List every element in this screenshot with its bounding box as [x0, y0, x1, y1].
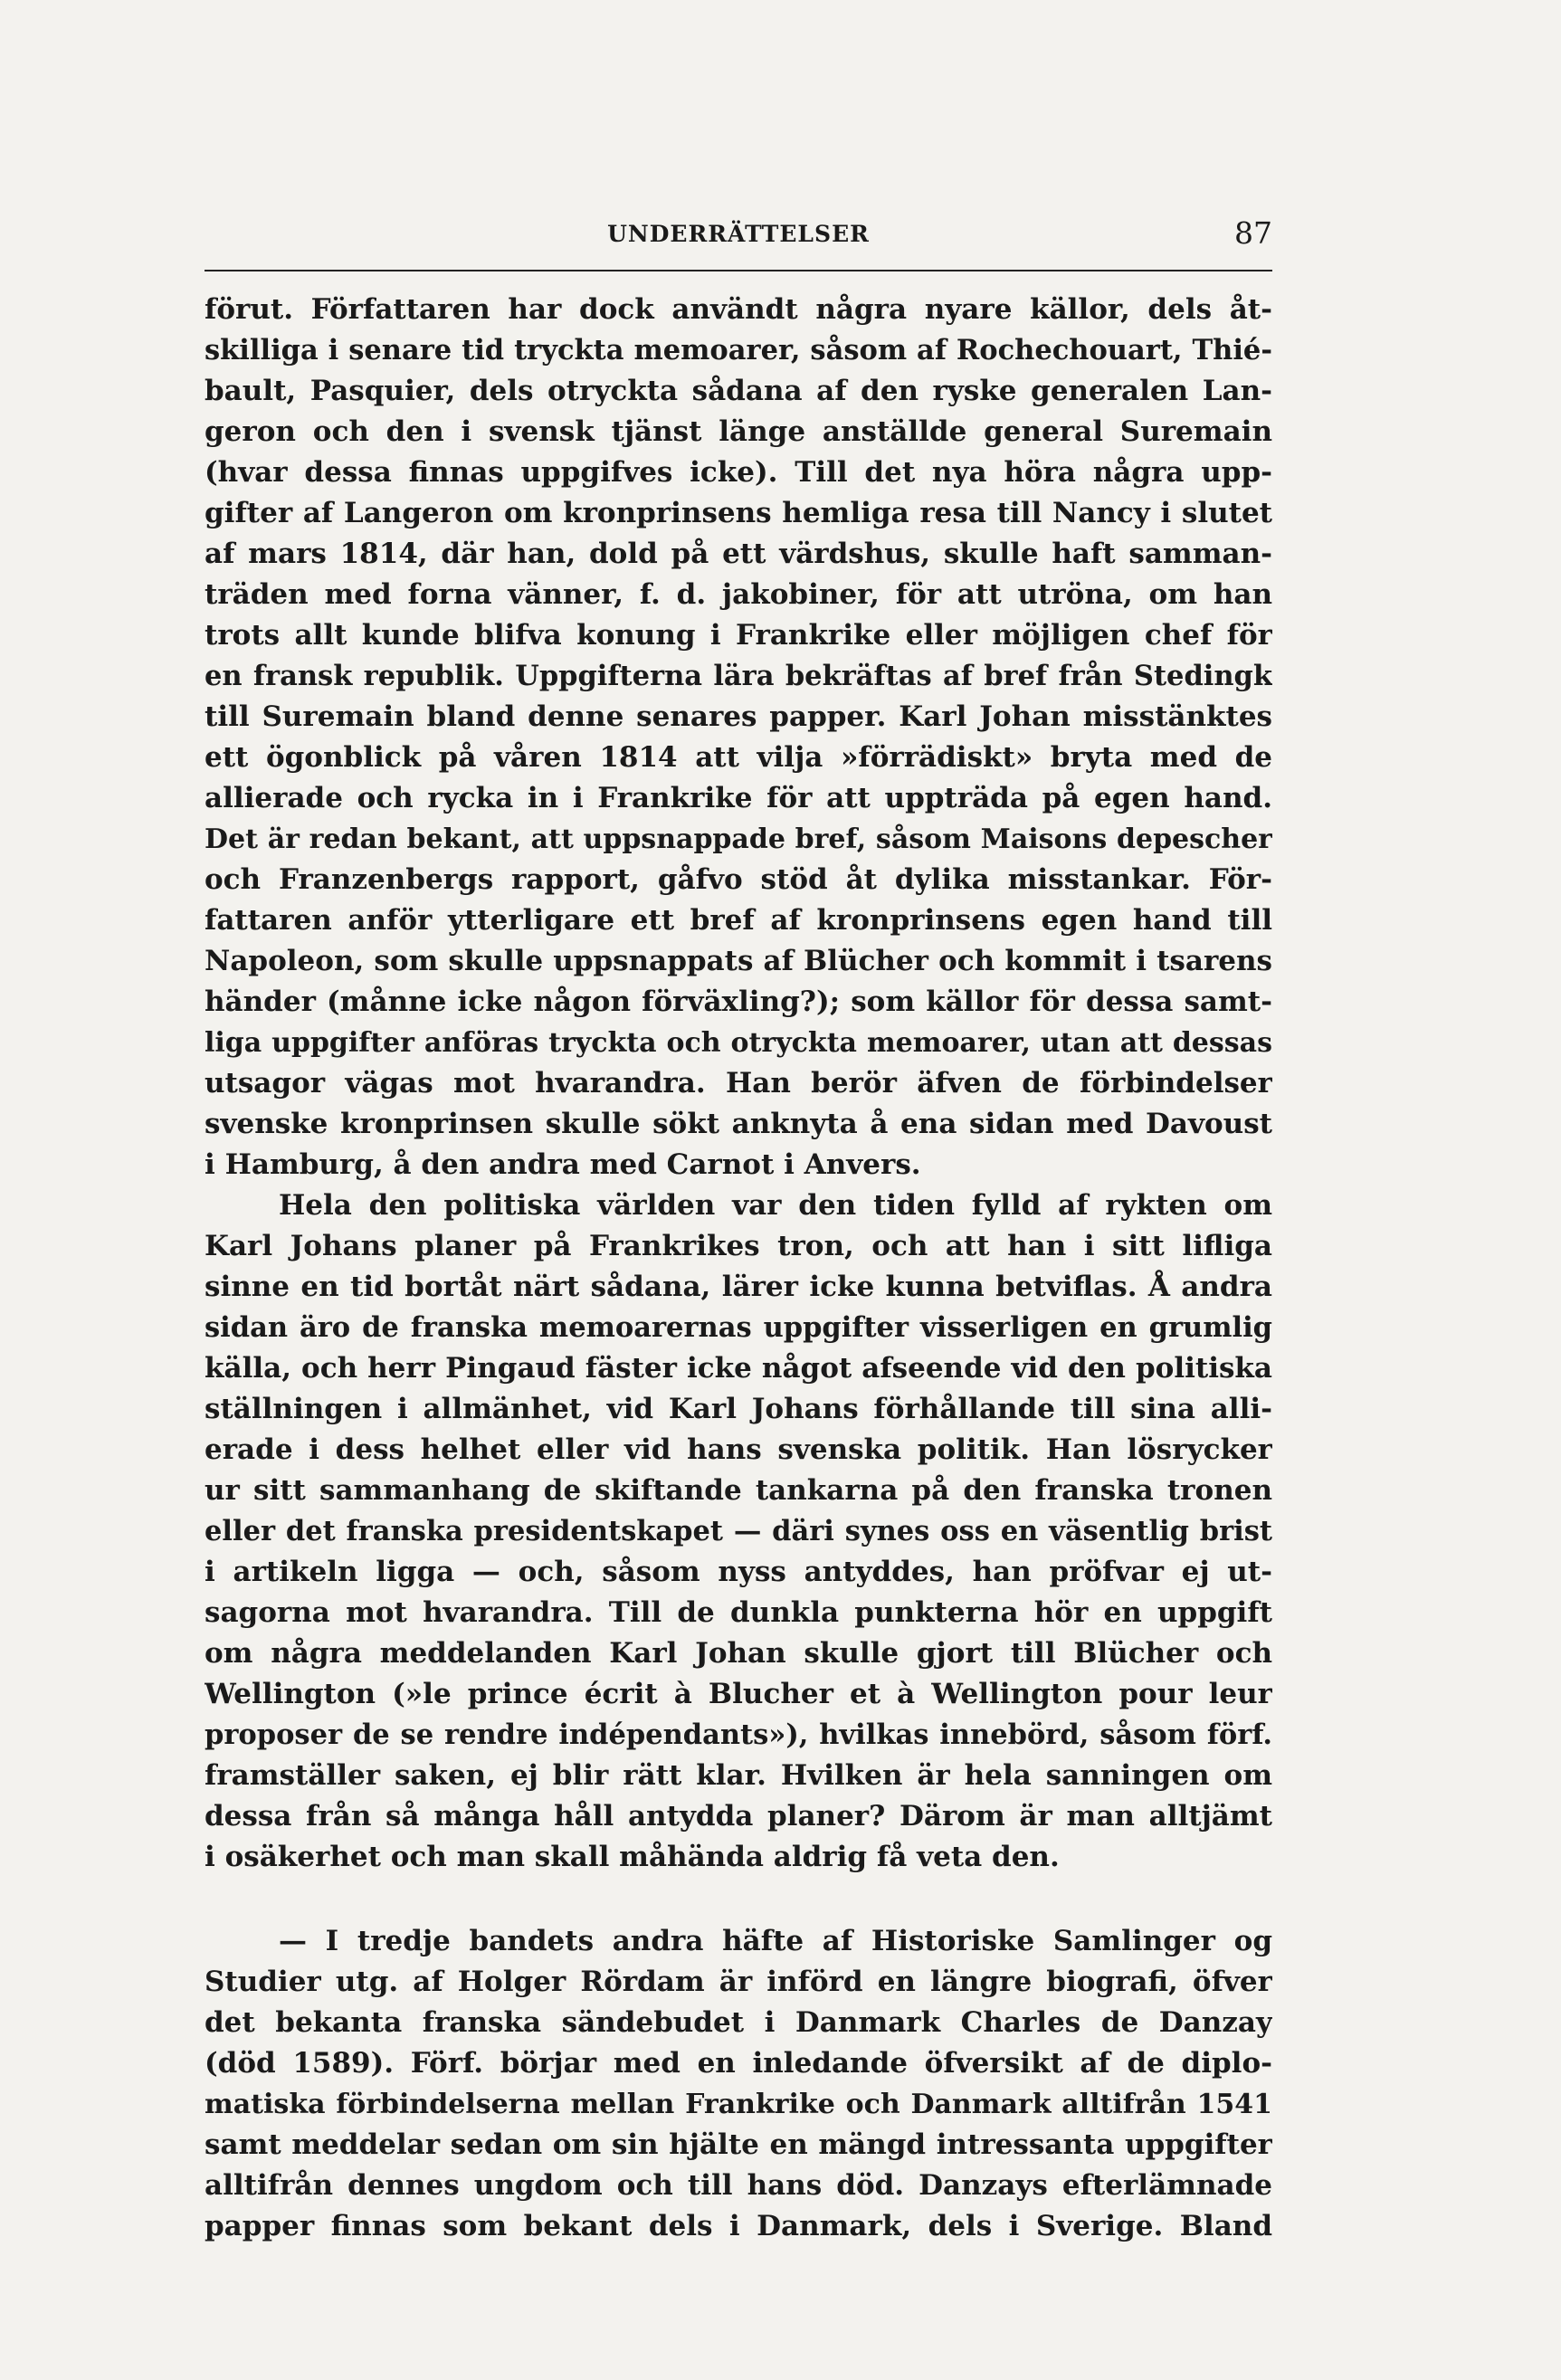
text-line: — I tredje bandets andra häfte af Historiske Samlinger og	[279, 1925, 1272, 1957]
text-line: förut. Författaren har dock användt några nyare källor, dels åt-	[205, 293, 1272, 326]
text-line: svenske kronprinsen skulle sökt anknyta å ena sidan med Davoust	[205, 1108, 1272, 1140]
text-line: erade i dess helhet eller vid hans svenska politik. Han lösrycker	[205, 1433, 1272, 1466]
text-line: samt meddelar sedan om sin hjälte en mängd intressanta uppgifter	[205, 2128, 1272, 2161]
section-gap	[205, 1878, 1272, 1921]
text-line: Studier utg. af Holger Rördam är införd en längre biografi, öfver	[205, 1966, 1272, 1998]
text-line: Det är redan bekant, att uppsnappade bref, såsom Maisons depescher	[205, 823, 1272, 855]
paragraph-2	[205, 1185, 1272, 1878]
text-line: om några meddelanden Karl Johan skulle gjort till Blücher och	[205, 1637, 1272, 1670]
text-line: Hela den politiska världen var den tiden fylld af rykten om	[279, 1189, 1272, 1222]
text-line: sagorna mot hvarandra. Till de dunkla punkterna hör en uppgift	[205, 1596, 1272, 1629]
text-line: (hvar dessa finnas uppgifves icke). Till det nya höra några upp-	[205, 456, 1272, 489]
text-line: det bekanta franska sändebudet i Danmark Charles de Danzay	[205, 2006, 1272, 2039]
text-line: ett ögonblick på våren 1814 att vilja »förrädiskt» bryta med de	[205, 741, 1272, 774]
page-number: 87	[1234, 215, 1272, 251]
text-line: bault, Pasquier, dels otryckta sådana af den ryske generalen Lan-	[205, 375, 1272, 407]
text-line: Karl Johans planer på Frankrikes tron, och att han i sitt lifliga	[205, 1230, 1272, 1262]
text-line: proposer de se rendre indépendants»), hvilkas innebörd, såsom förf.	[205, 1718, 1272, 1751]
text-line: i artikeln ligga — och, såsom nyss antyddes, han pröfvar ej ut-	[205, 1556, 1272, 1588]
text-line: till Suremain bland denne senares papper. Karl Johan misstänktes	[205, 700, 1272, 733]
text-line: af mars 1814, där han, dold på ett värdshus, skulle haft samman-	[205, 538, 1272, 570]
text-line: händer (månne icke någon förväxling?); som källor för dessa samt-	[205, 985, 1272, 1018]
text-line: Wellington (»le prince écrit à Blucher et à Wellington pour leur	[205, 1678, 1272, 1710]
text-line: ur sitt sammanhang de skiftande tankarna på den franska tronen	[205, 1474, 1272, 1507]
text-line: gifter af Langeron om kronprinsens hemliga resa till Nancy i slutet	[205, 497, 1272, 529]
running-head	[205, 215, 1272, 252]
text-line: eller det franska presidentskapet — däri synes oss en väsentlig brist	[205, 1515, 1272, 1547]
text-line: en fransk republik. Uppgifterna lära bekräftas af bref från Stedingk	[205, 660, 1272, 692]
text-line: framställer saken, ej blir rätt klar. Hvilken är hela sanningen om	[205, 1759, 1272, 1792]
text-line: trots allt kunde blifva konung i Frankrike eller möjligen chef för	[205, 619, 1272, 652]
paragraph-3	[205, 1921, 1272, 2247]
text-line: träden med forna vänner, f. d. jakobiner, för att utröna, om han	[205, 578, 1272, 611]
text-line: allierade och rycka in i Frankrike för att uppträda på egen hand.	[205, 782, 1272, 814]
text-line: ställningen i allmänhet, vid Karl Johans förhållande till sina alli-	[205, 1393, 1272, 1425]
header-rule	[205, 270, 1272, 271]
text-line: matiska förbindelserna mellan Frankrike och Danmark alltifrån 1541	[205, 2089, 1272, 2120]
text-line: sinne en tid bortåt närt sådana, lärer icke kunna betviflas. Å andra	[205, 1271, 1272, 1303]
text-line: sidan äro de franska memoarernas uppgifter visserligen en grumlig	[205, 1311, 1272, 1344]
text-line: liga uppgifter anföras tryckta och otryckta memoarer, utan att dessas	[205, 1027, 1272, 1059]
text-line: fattaren anför ytterligare ett bref af kronprinsens egen hand till	[205, 904, 1272, 937]
text-line: källa, och herr Pingaud fäster icke något afseende vid den politiska	[205, 1352, 1272, 1385]
running-title: UNDERRÄTTELSER	[607, 221, 870, 247]
text-line: utsagor vägas mot hvarandra. Han berör äfven de förbindelser	[205, 1067, 1272, 1100]
body-text	[205, 290, 1272, 2247]
text-line: skilliga i senare tid tryckta memoarer, såsom af Rochechouart, Thié-	[205, 334, 1272, 367]
text-line: i osäkerhet och man skall måhända aldrig få veta den.	[205, 1841, 1060, 1873]
text-line: papper finnas som bekant dels i Danmark, dels i Sverige. Bland	[205, 2210, 1272, 2242]
text-line: i Hamburg, å den andra med Carnot i Anvers.	[205, 1148, 921, 1181]
text-line: (död 1589). Förf. börjar med en inledande öfversikt af de diplo-	[205, 2047, 1272, 2080]
paragraph-1	[205, 290, 1272, 1185]
text-line: dessa från så många håll antydda planer? Därom är man alltjämt	[205, 1800, 1272, 1833]
text-line: Napoleon, som skulle uppsnappats af Blücher och kommit i tsarens	[205, 945, 1272, 977]
text-line: alltifrån dennes ungdom och till hans död. Danzays efterlämnade	[205, 2169, 1272, 2202]
text-line: geron och den i svensk tjänst länge anställde general Suremain	[205, 415, 1272, 448]
text-line: och Franzenbergs rapport, gåfvo stöd åt dylika misstankar. För-	[205, 863, 1272, 896]
